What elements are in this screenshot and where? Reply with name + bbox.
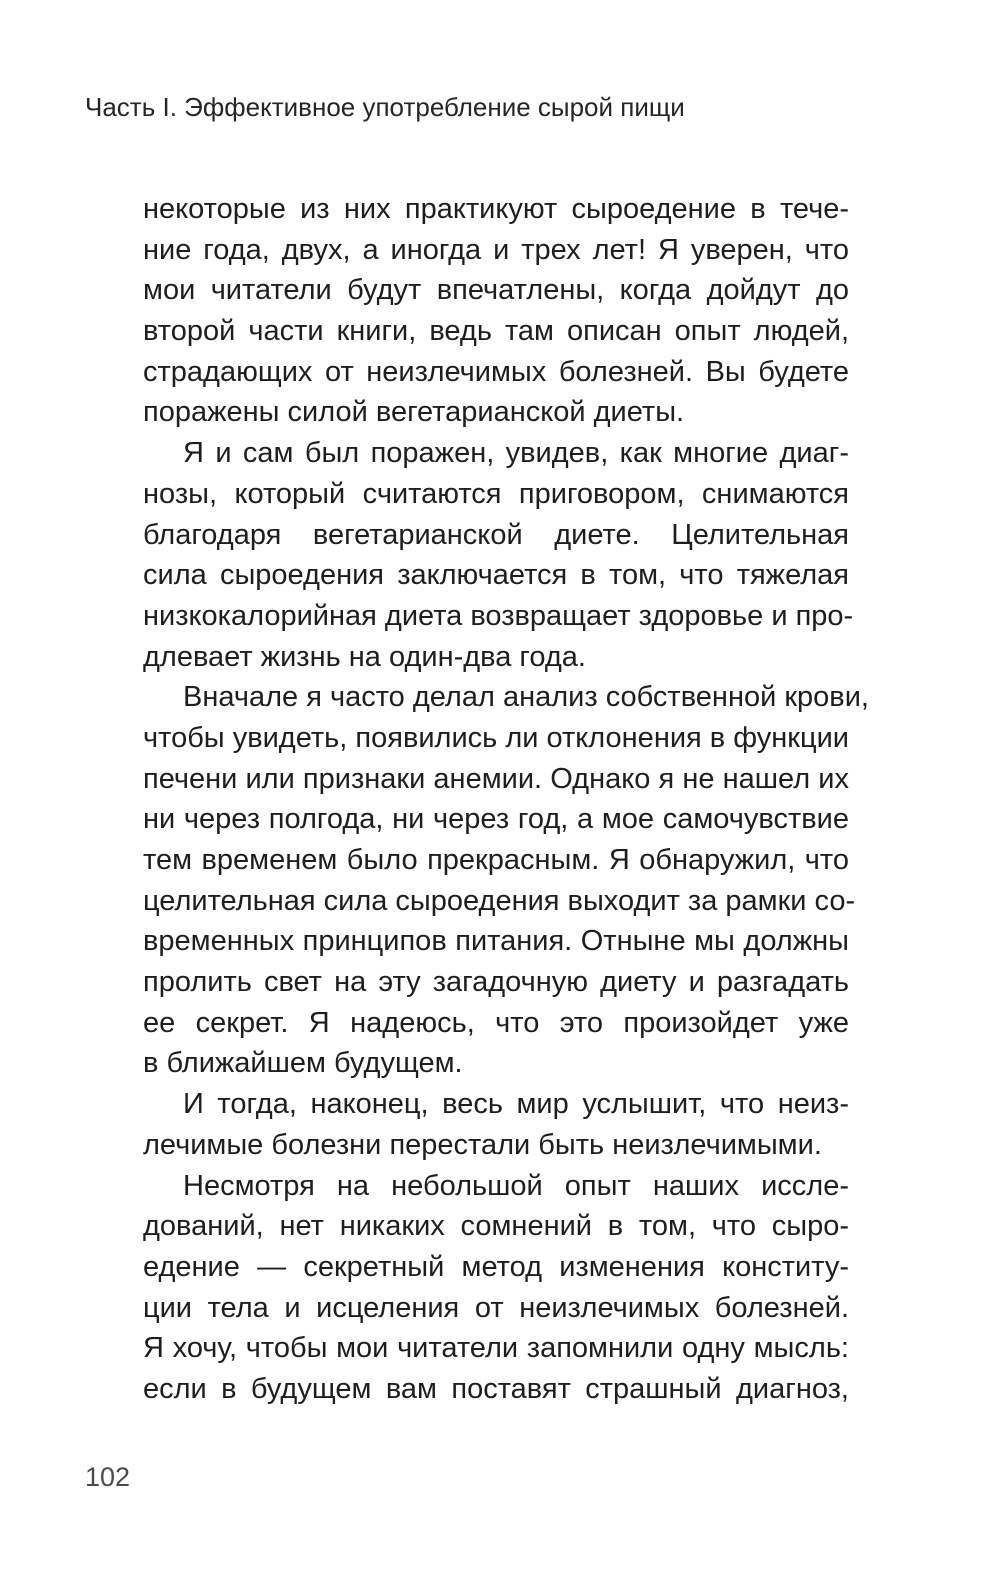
text-line: тем временем было прекрасным. Я обнаружил, что [143,844,849,876]
text-line: едение — секретный метод изменения конститу- [143,1250,849,1283]
text-line: И тогда, наконец, весь мир услышит, что неиз- [183,1088,849,1121]
text-line: в ближайшем будущем. [143,1047,463,1080]
text-line: чтобы увидеть, появились ли отклонения в функции [143,721,849,754]
text-line: пролить свет на эту загадочную диету и разгадать [143,966,849,999]
text-line: ние года, двух, а иногда и трех лет! Я уверен, что [143,233,849,266]
text-line: поражены силой вегетарианской диеты. [143,396,685,429]
text-line: Я хочу, чтобы мои читатели запомнили одну мысль: [143,1332,849,1365]
text-line: низкокалорийная диета возвращает здоровье и про- [143,599,854,632]
running-head: Часть I. Эффективное употребление сырой пищи [85,92,685,122]
text-line: второй части книги, ведь там описан опыт людей, [143,315,849,348]
text-line: временных принципов питания. Отныне мы должны [143,925,849,958]
text-line: страдающих от неизлечимых болезней. Вы будете [143,355,849,388]
text-line: печени или признаки анемии. Однако я не нашел их [143,762,849,795]
text-line: Я и сам был поражен, увидев, как многие диаг- [183,437,849,470]
text-line: целительная сила сыроедения выходит за рамки со- [143,884,856,917]
text-line: ции тела и исцеления от неизлечимых болезней. [143,1291,849,1324]
text-line: сила сыроедения заключается в том, что тяжелая [143,559,849,592]
text-line: мои читатели будут впечатлены, когда дойдут до [143,274,849,307]
page-number: 102 [85,1462,131,1492]
text-line: некоторые из них практикуют сыроедение в тече- [143,193,849,225]
body-text [143,189,869,1410]
text-line: Вначале я часто делал анализ собственной крови, [183,681,869,714]
text-line: длевает жизнь на один-два года. [143,640,586,673]
text-line: ее секрет. Я надеюсь, что это произойдет уже [143,1006,849,1039]
text-line: лечимые болезни перестали быть неизлечимыми. [143,1128,822,1161]
text-line: дований, нет никаких сомнений в том, что сыро- [143,1210,849,1243]
text-line: если в будущем вам поставят страшный диагноз, [143,1372,849,1405]
text-line: нозы, который считаются приговором, снимаются [143,477,849,510]
text-line: Несмотря на небольшой опыт наших иссле- [183,1169,849,1202]
text-line: ни через полгода, ни через год, а мое самочувствие [143,803,849,836]
text-line: благодаря вегетарианской диете. Целительная [143,518,849,551]
